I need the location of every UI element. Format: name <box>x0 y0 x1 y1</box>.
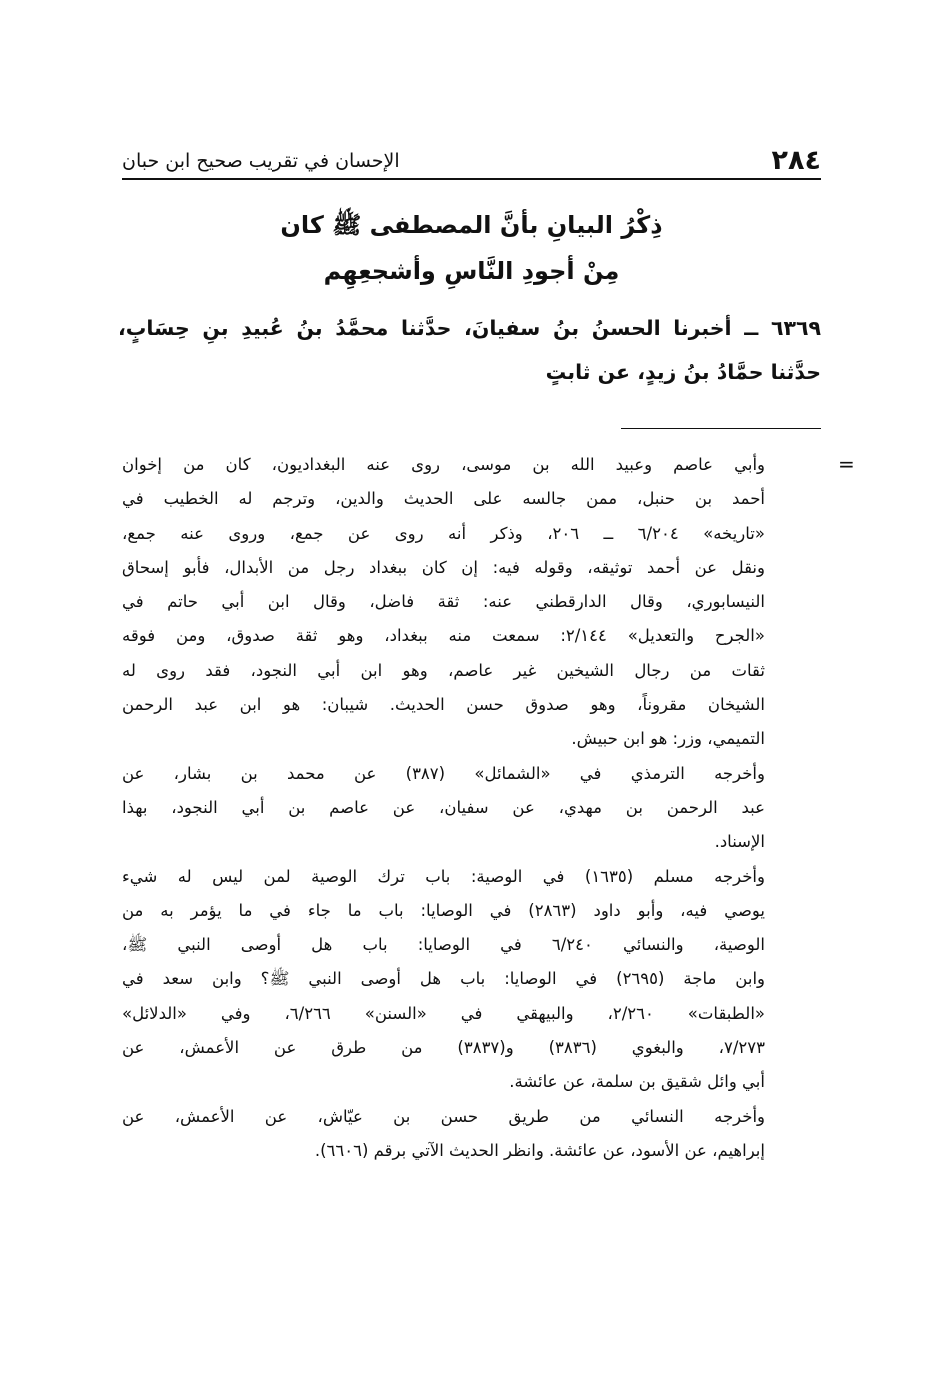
footnote-continuation-mark: = <box>838 452 855 476</box>
footnote-line: ثقات من رجال الشيخين غير عاصم، وهو ابن أبي النجود، فقد روى له <box>122 660 765 680</box>
running-header <box>122 136 821 176</box>
footnote-line: النيسابوري، وقال الدارقطني عنه: ثقة فاضل، وقال ابن أبي حاتم في <box>122 592 765 612</box>
footnote-line: ٧/٢٧٣، والبغوي (٣٨٣٦) و(٣٨٣٧) من طرق عن الأعمش، عن <box>122 1038 765 1058</box>
footnote-line: وأخرجه النسائي من طريق حسن بن عيّاش، عن الأعمش، عن <box>122 1106 765 1126</box>
hadith-line: ٦٣٦٩ ــ أخبرنا الحسنُ بنُ سفيانَ، حدَّثنا محمَّدُ بنُ عُبيدِ بنِ حِسَابٍ، <box>118 316 821 340</box>
footnote-line: عبد الرحمن بن مهدي، عن سفيان، عن عاصم بن أبي النجود، بهذا <box>122 797 765 817</box>
footnote-line: أحمد بن حنبل، ممن جالسه على الحديث والدين، وترجم له الخطيب في <box>122 489 765 509</box>
footnotes <box>122 448 765 1168</box>
book-title: الإحسان في تقريب صحيح ابن حبان <box>122 150 400 172</box>
footnote-line: الوصية، والنسائي ٦/٢٤٠ في الوصايا: باب هل أوصى النبي ﷺ، <box>122 935 765 955</box>
footnote-line: وأخرجه مسلم (١٦٣٥) في الوصية: باب ترك الوصية لمن ليس له شيء <box>122 866 765 886</box>
footnote-line: الإسناد. <box>714 832 765 852</box>
footnote-line: التميمي، وزر: هو ابن حبيش. <box>571 729 765 749</box>
footnote-line: يوصي فيه، وأبو داود (٢٨٦٣) في الوصايا: باب ما جاء في ما يؤمر به من <box>122 900 765 920</box>
footnote-line: وابن ماجة (٢٦٩٥) في الوصايا: باب هل أوصى النبي ﷺ؟ وابن سعد في <box>122 969 765 989</box>
chapter-heading-line: ذِكْرُ البيانِ بأنَّ المصطفى ﷺ كان <box>280 211 663 239</box>
footnote-line: وأخرجه الترمذي في «الشمائل» (٣٨٧) عن محمد بن بشار، عن <box>122 763 765 783</box>
page-number: ٢٨٤ <box>771 145 821 176</box>
footnote-line: «تاريخه» ٦/٢٠٤ ــ ٢٠٦، وذكر أنه روى عن جمع، وروى عنه جمع، <box>122 523 765 543</box>
footnote-separator <box>621 428 821 429</box>
footnote-line: وأبي عاصم وعبيد الله بن موسى، روى عنه البغداديون، كان من إخوان <box>122 455 765 474</box>
footnote-line: إبراهيم، عن الأسود، عن عائشة. وانظر الحديث الآتي برقم (٦٦٠٦). <box>314 1140 765 1160</box>
footnote-line: «الطبقات» ٢/٢٦٠، والبيهقي في «السنن» ٦/٢٦٦، وفي «الدلائل» <box>122 1003 766 1023</box>
footnote-line: «الجرح والتعديل» ٢/١٤٤: سمعت منه ببغداد، وهو ثقة صدوق، ومن فوقه <box>122 626 765 646</box>
hadith-text <box>118 306 821 394</box>
footnote-line: الشيخان مقروناً، وهو صدوق حسن الحديث. شيبان: هو ابن عبد الرحمن <box>122 695 765 715</box>
chapter-heading-line: مِنْ أجودِ النَّاسِ وأشجعِهِم <box>323 257 620 285</box>
hadith-line: حدَّثنا حمَّادُ بنُ زيدٍ، عن ثابتٍ <box>545 360 821 384</box>
footnote-line: أبي وائل شقيق بن سلمة، عن عائشة. <box>509 1072 765 1092</box>
chapter-heading <box>170 202 773 294</box>
footnote-line: ونقل عن أحمد توثيقه، وقوله فيه: إن كان ببغداد رجل من الأبدال، فأبو إسحاق <box>122 557 765 577</box>
header-rule <box>122 178 821 180</box>
